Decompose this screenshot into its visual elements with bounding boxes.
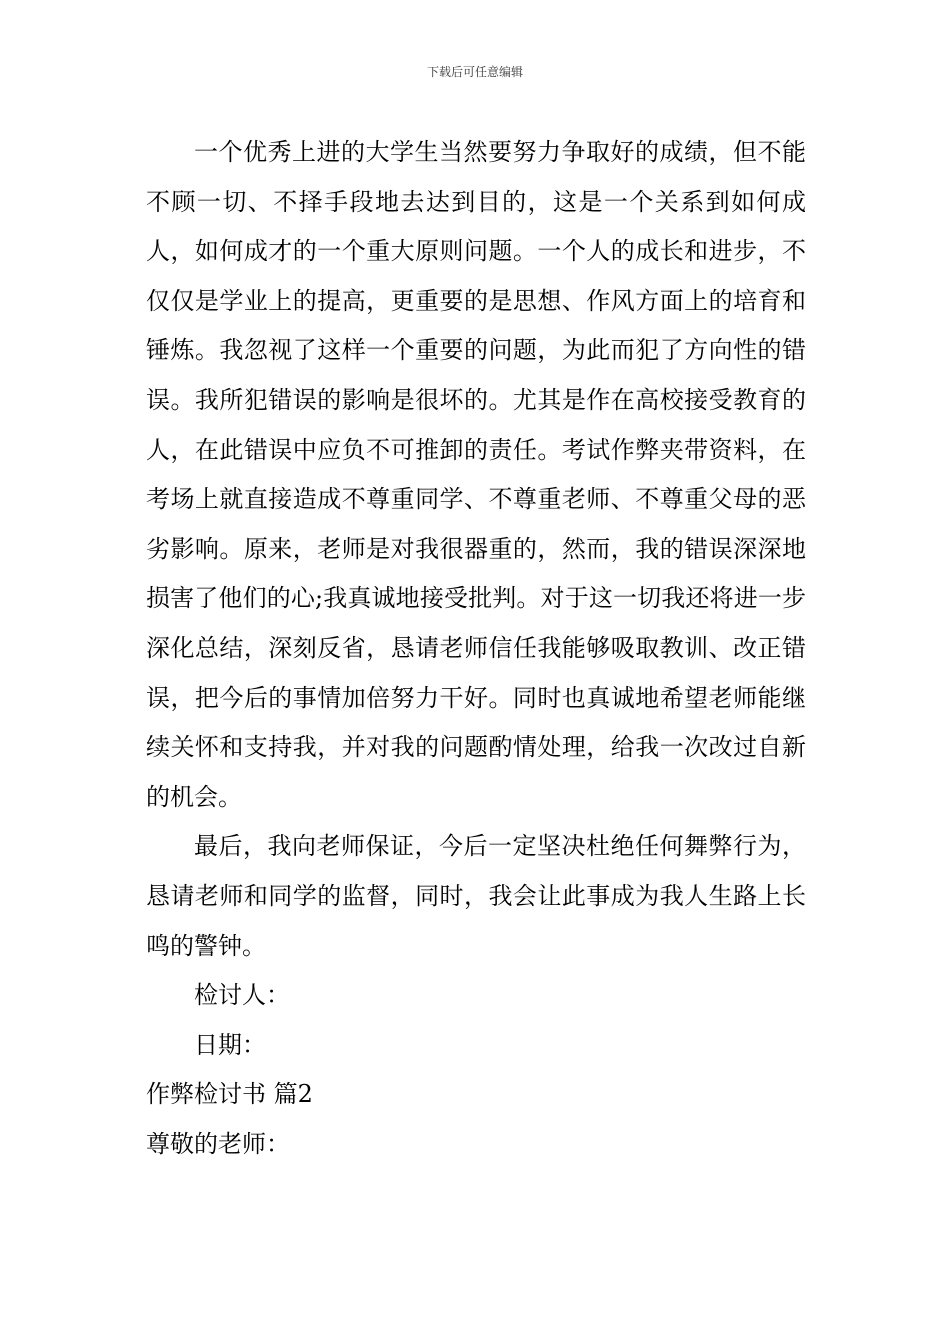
signer-label: 检讨人： [194,981,290,1010]
date-label: 日期： [194,1030,266,1059]
document-body [146,128,806,1169]
salutation: 尊敬的老师： [146,1129,290,1158]
closing-paragraph: 最后，我向老师保证，今后一定坚决杜绝任何舞弊行为，恳请老师和同学的监督，同时，我会让此事成为我人生路上长鸣的警钟。 [146,832,806,960]
page-header: 下载后可任意编辑 [426,65,523,79]
body-paragraph: 一个优秀上进的大学生当然要努力争取好的成绩，但不能不顾一切、不择手段地去达到目的，这是一个关系到如何成人，如何成才的一个重大原则问题。一个人的成长和进步，不仅仅是学业上的提高，更重要的是思想、作风方面上的培育和锤炼。我忽视了这样一个重要的问题，为此而犯了方向性的错误。我所犯错误的影响是很坏的。尤其是作在高校接受教育的人，在此错误中应负不可推卸的责任。考试作弊夹带资料，在考场上就直接造成不尊重同学、不尊重老师、不尊重父母的恶劣影响。原来，老师是对我很器重的，然而，我的错误深深地损害了他们的心;我真诚地接受批判。对于这一切我还将进一步深化总结，深刻反省，恳请老师信任我能够吸取教训、改正错误，把今后的事情加倍努力干好。同时也真诚地希望老师能继续关怀和支持我，并对我的问题酌情处理，给我一次改过自新的机会。 [146,138,806,811]
section-title: 作弊检讨书 篇2 [146,1080,313,1109]
